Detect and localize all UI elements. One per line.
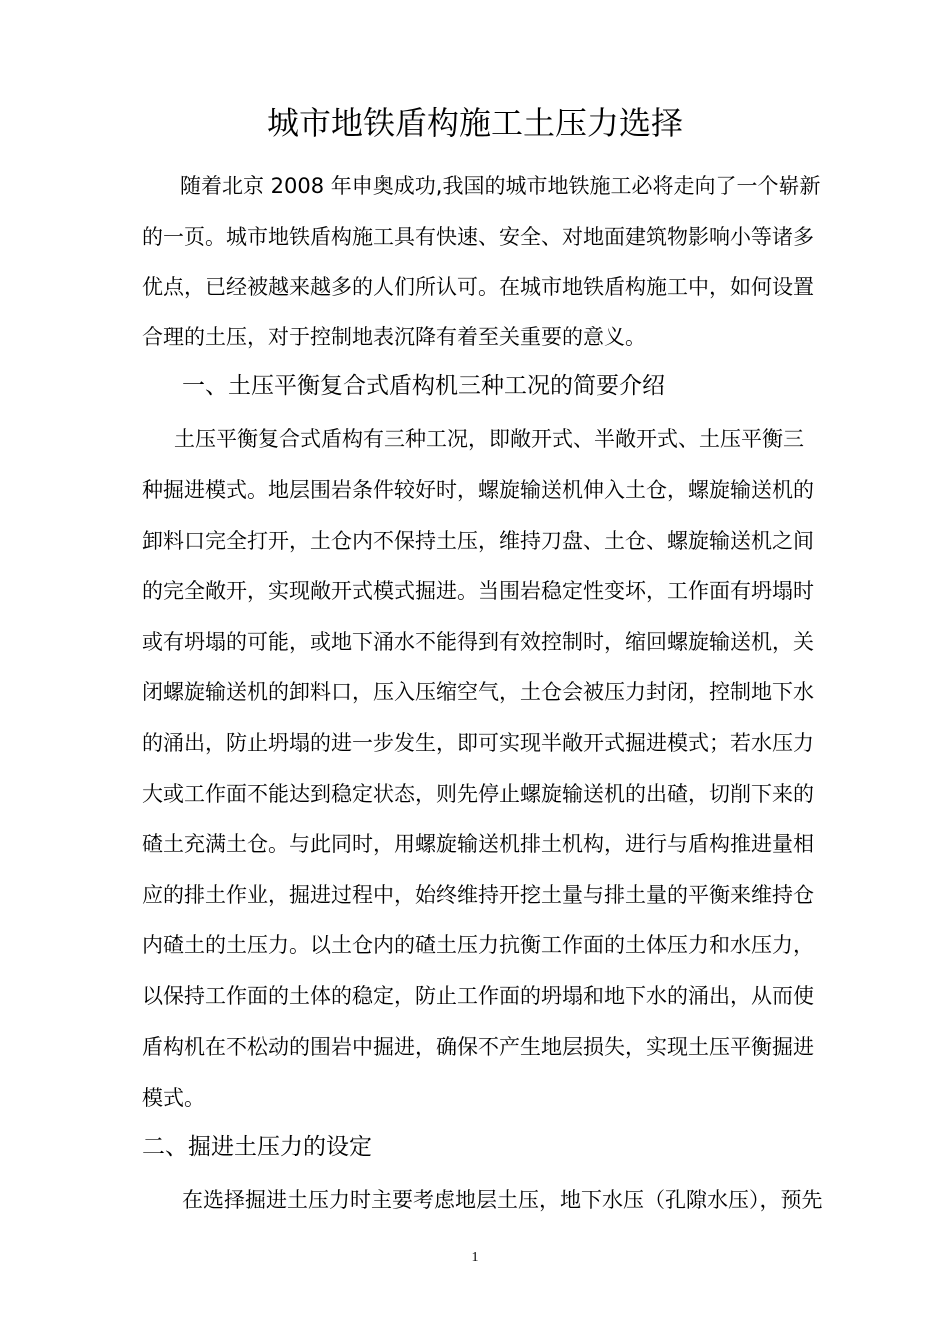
paragraph-line: 卸料口完全打开，土仓内不保持土压，维持刀盘、土仓、螺旋输送机之间 xyxy=(142,529,814,553)
paragraph-line: 在选择掘进土压力时主要考虑地层土压，地下水压（孔隙水压），预先 xyxy=(182,1188,823,1212)
paragraph-line: 种掘进模式。地层围岩条件较好时，螺旋输送机伸入土仓，螺旋输送机的 xyxy=(142,478,814,502)
paragraph-line: 盾构机在不松动的围岩中掘进，确保不产生地层损失，实现土压平衡掘进 xyxy=(142,1035,814,1059)
paragraph-line: 闭螺旋输送机的卸料口，压入压缩空气，土仓会被压力封闭，控制地下水 xyxy=(142,680,814,704)
paragraph-line: 内碴土的土压力。以土仓内的碴土压力抗衡工作面的土体压力和水压力， xyxy=(142,933,814,957)
page-number: 1 xyxy=(471,1250,479,1265)
section-heading-1: 一、土压平衡复合式盾构机三种工况的简要介绍 xyxy=(182,373,665,399)
paragraph-line: 合理的土压，对于控制地表沉降有着至关重要的意义。 xyxy=(142,325,646,349)
paragraph-line: 应的排土作业，掘进过程中，始终维持开挖土量与排土量的平衡来维持仓 xyxy=(142,883,814,907)
paragraph-line: 随着北京 2008 年申奥成功,我国的城市地铁施工必将走向了一个崭新 xyxy=(180,174,821,198)
paragraph-line: 的完全敞开，实现敞开式模式掘进。当围岩稳定性变坏，工作面有坍塌时 xyxy=(142,579,814,603)
document-title: 城市地铁盾构施工土压力选择 xyxy=(266,104,683,142)
paragraph-line: 的一页。城市地铁盾构施工具有快速、安全、对地面建筑物影响小等诸多 xyxy=(142,225,814,249)
paragraph-line: 碴土充满土仓。与此同时，用螺旋输送机排土机构，进行与盾构推进量相 xyxy=(142,832,814,856)
paragraph-line: 或有坍塌的可能，或地下涌水不能得到有效控制时，缩回螺旋输送机，关 xyxy=(142,630,814,654)
paragraph-line: 的涌出，防止坍塌的进一步发生，即可实现半敞开式掘进模式；若水压力 xyxy=(142,731,814,755)
paragraph-line: 土压平衡复合式盾构有三种工况，即敞开式、半敞开式、土压平衡三 xyxy=(174,427,804,451)
paragraph-line: 优点，已经被越来越多的人们所认可。在城市地铁盾构施工中，如何设置 xyxy=(142,275,814,299)
section-heading-2: 二、掘进土压力的设定 xyxy=(142,1134,372,1160)
paragraph-line: 大或工作面不能达到稳定状态，则先停止螺旋输送机的出碴，切削下来的 xyxy=(142,782,814,806)
paragraph-line: 以保持工作面的土体的稳定，防止工作面的坍塌和地下水的涌出，从而使 xyxy=(142,984,814,1008)
paragraph-line: 模式。 xyxy=(142,1086,205,1110)
